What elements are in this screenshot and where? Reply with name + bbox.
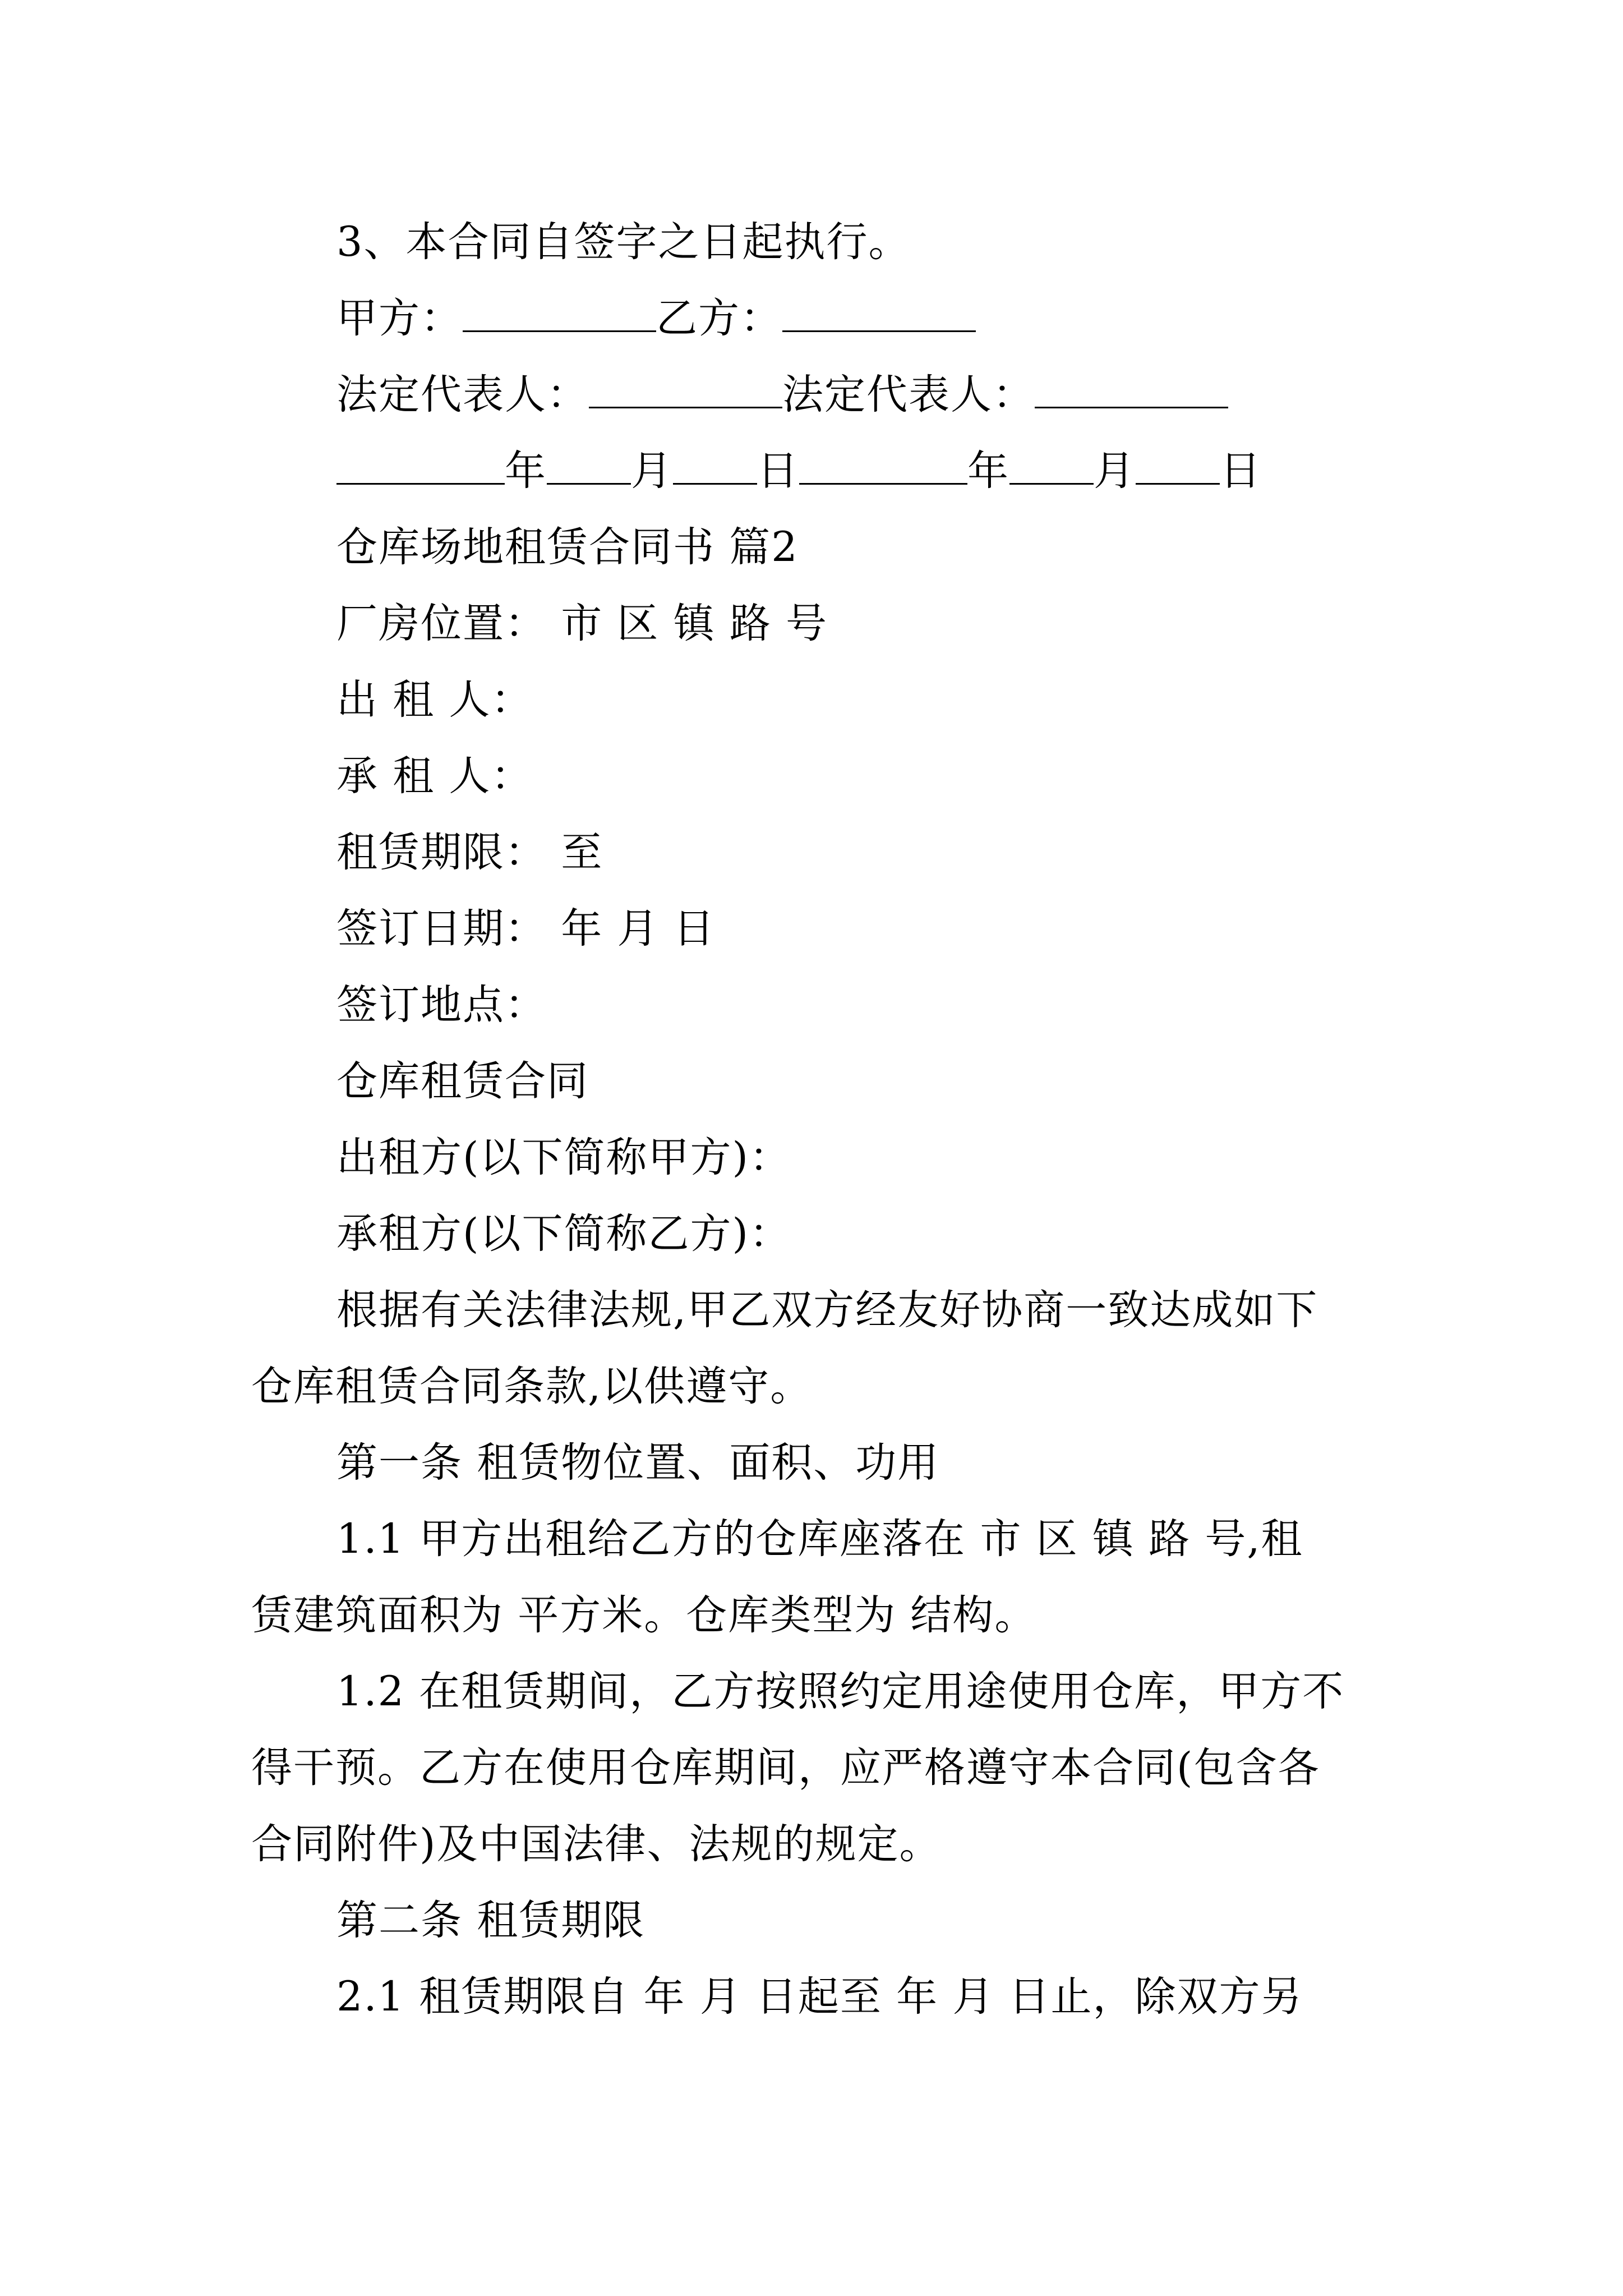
lease-term-line: 租赁期限： 至 bbox=[336, 829, 603, 876]
party-a-label: 甲方： bbox=[336, 295, 463, 342]
article-1-title: 第一条 租赁物位置、面积、功用 bbox=[336, 1439, 940, 1487]
year-b-blank[interactable] bbox=[799, 444, 967, 485]
lessor-line: 出 租 人： bbox=[336, 676, 533, 724]
clause-1-2-line3: 合同附件)及中国法律、法规的规定。 bbox=[251, 1820, 942, 1868]
month-b-blank[interactable] bbox=[1009, 444, 1094, 485]
year-b-label: 年 bbox=[967, 447, 1009, 495]
month-a-label: 月 bbox=[631, 447, 673, 495]
article-2-title: 第二条 租赁期限 bbox=[336, 1897, 645, 1944]
sign-place-line: 签订地点： bbox=[336, 981, 547, 1029]
year-a-blank[interactable] bbox=[336, 444, 505, 485]
day-b-label: 日 bbox=[1220, 447, 1262, 495]
legal-rep-a-blank[interactable] bbox=[589, 367, 782, 408]
clause-1-1-line2: 赁建筑面积为 平方米。仓库类型为 结构。 bbox=[251, 1591, 1037, 1639]
clause-1-2-line1: 1.2 在租赁期间，乙方按照约定用途使用仓库，甲方不 bbox=[336, 1668, 1345, 1715]
month-b-label: 月 bbox=[1094, 447, 1136, 495]
day-b-blank[interactable] bbox=[1136, 444, 1220, 485]
sign-date-line: 签订日期： 年 月 日 bbox=[336, 905, 716, 953]
party-a-line: 出租方(以下简称甲方)： bbox=[336, 1134, 791, 1181]
intro-paragraph-line1: 根据有关法律法规,甲乙双方经友好协商一致达成如下 bbox=[336, 1286, 1318, 1334]
clause-2-1-line1: 2.1 租赁期限自 年 月 日起至 年 月 日止，除双方另 bbox=[336, 1973, 1303, 2021]
legal-rep-row bbox=[336, 367, 1228, 423]
date-row bbox=[336, 443, 1262, 499]
party-b-label: 乙方： bbox=[656, 295, 782, 342]
legal-rep-b-blank[interactable] bbox=[1035, 367, 1228, 408]
year-a-label: 年 bbox=[505, 447, 547, 495]
party-b-line: 承租方(以下简称乙方)： bbox=[336, 1210, 791, 1258]
clause-1-2-line2: 得干预。乙方在使用仓库期间，应严格遵守本合同(包含各 bbox=[251, 1744, 1320, 1792]
day-a-label: 日 bbox=[757, 447, 799, 495]
party-a-blank[interactable] bbox=[463, 291, 656, 332]
contract-title: 仓库租赁合同 bbox=[336, 1057, 589, 1105]
party-signature-row bbox=[336, 291, 976, 347]
month-a-blank[interactable] bbox=[547, 444, 631, 485]
section-heading: 仓库场地租赁合同书 篇2 bbox=[336, 523, 799, 571]
intro-paragraph-line2: 仓库租赁合同条款,以供遵守。 bbox=[251, 1363, 813, 1410]
clause-3: 3、本合同自签字之日起执行。 bbox=[336, 218, 911, 266]
legal-rep-a-label: 法定代表人： bbox=[336, 371, 589, 418]
day-a-blank[interactable] bbox=[673, 444, 757, 485]
lessee-line: 承 租 人： bbox=[336, 752, 533, 800]
factory-location: 厂房位置： 市 区 镇 路 号 bbox=[336, 600, 828, 647]
clause-1-1-line1: 1.1 甲方出租给乙方的仓库座落在 市 区 镇 路 号,租 bbox=[336, 1515, 1303, 1563]
party-b-blank[interactable] bbox=[782, 291, 976, 332]
legal-rep-b-label: 法定代表人： bbox=[782, 371, 1035, 418]
